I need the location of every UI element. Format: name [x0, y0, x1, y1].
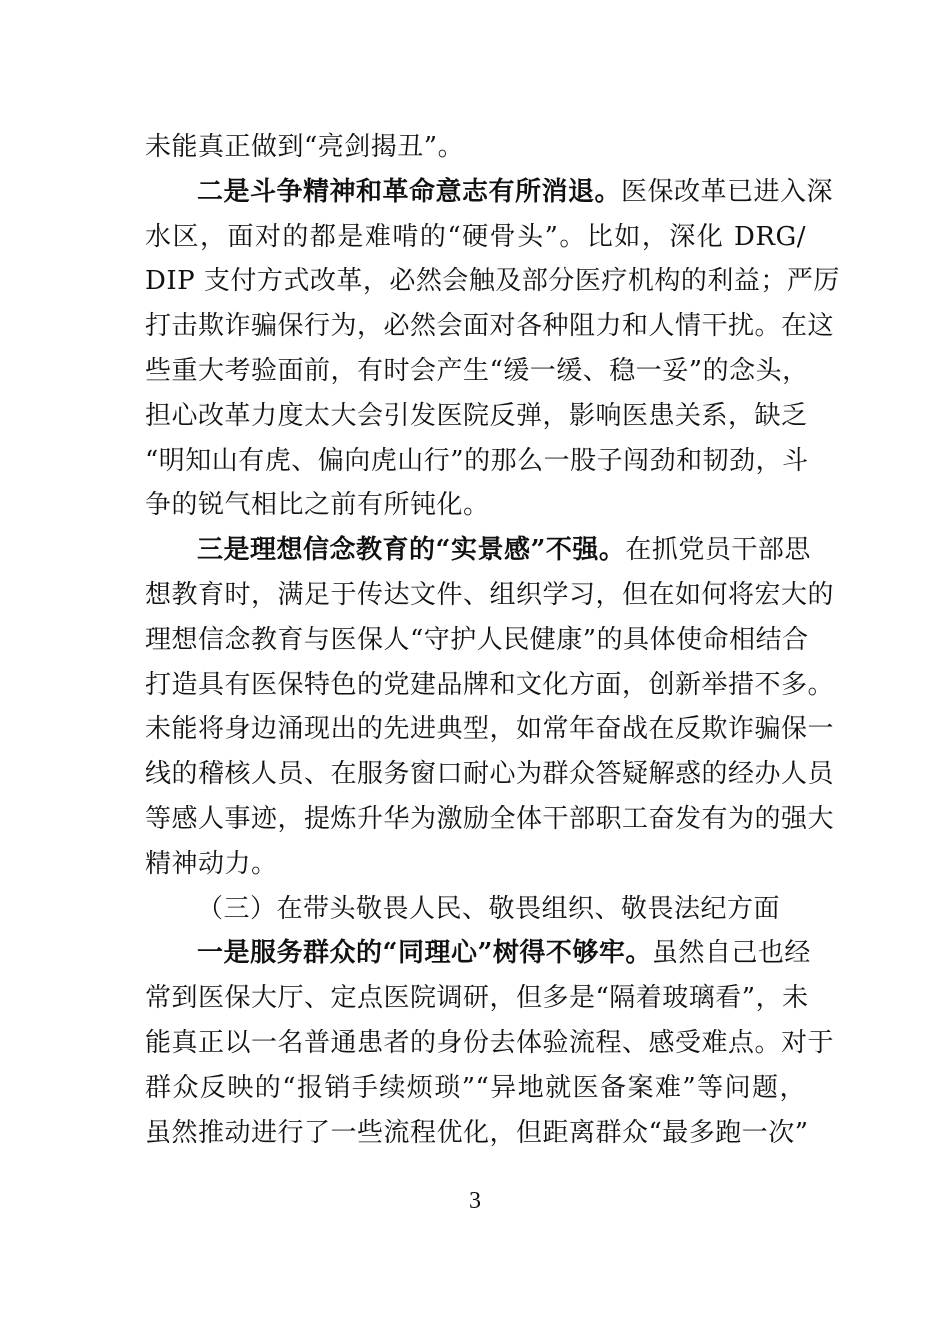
line-text: 些重大考验面前，有时会产生“缓一缓、稳一妥”的念头， — [145, 355, 809, 386]
text-line — [145, 887, 806, 932]
bold-lead-phrase: 三是理想信念教育的“实景感”不强。 — [197, 535, 626, 566]
text-line — [145, 215, 806, 260]
line-text: 常到医保大厅、定点医院调研，但多是“隔着玻璃看”，未 — [145, 983, 809, 1014]
line-text: 未能真正做到“亮剑揭丑”。 — [145, 132, 465, 162]
text-line — [145, 707, 835, 752]
text-line — [145, 439, 809, 484]
text-line — [145, 259, 840, 304]
line-text: 理想信念教育与医保人“守护人民健康”的具体使命相结合 — [145, 624, 809, 655]
text-line — [145, 483, 806, 528]
line-text: 等感人事迹，提炼升华为激励全体干部职工奋发有为的强大 — [145, 803, 835, 834]
text-line — [145, 842, 806, 887]
text-line — [145, 170, 834, 215]
line-text: 群众反映的“报销手续烦琐”“异地就医备案难”等问题， — [145, 1072, 806, 1103]
document-body — [145, 125, 840, 1155]
line-text: 能真正以一名普通患者的身份去体验流程、感受难点。对于 — [145, 1027, 835, 1058]
text-line — [145, 349, 809, 394]
line-text: 虽然自己也经 — [651, 938, 811, 969]
text-line — [145, 528, 811, 573]
text-line — [145, 752, 835, 797]
line-text: 精神动力。 — [145, 848, 278, 879]
text-line — [145, 1021, 835, 1066]
line-text: （三）在带头敬畏人民、敬畏组织、敬畏法纪方面 — [197, 893, 781, 924]
text-line — [145, 663, 835, 708]
line-text: DIP 支付方式改革，必然会触及部分医疗机构的利益；严厉 — [145, 266, 840, 297]
text-line — [145, 125, 806, 170]
text-line — [145, 573, 835, 618]
text-line — [145, 1066, 806, 1111]
line-text: 在抓党员干部思 — [625, 535, 811, 566]
line-text: 医保改革已进入深 — [621, 176, 834, 207]
line-text: 担心改革力度太大会引发医院反弹，影响医患关系，缺乏 — [145, 400, 808, 431]
text-line — [145, 797, 835, 842]
line-text: 打造具有医保特色的党建品牌和文化方面，创新举措不多。 — [145, 669, 835, 700]
text-line — [145, 1111, 809, 1156]
line-text: 打击欺诈骗保行为，必然会面对各种阻力和人情干扰。在这 — [145, 311, 835, 342]
text-line — [145, 304, 835, 349]
line-text: “明知山有虎、偏向虎山行”的那么一股子闯劲和韧劲，斗 — [145, 445, 809, 476]
line-text: 争的锐气相比之前有所钝化。 — [145, 490, 490, 521]
line-text: 想教育时，满足于传达文件、组织学习，但在如何将宏大的 — [145, 579, 835, 610]
text-line — [145, 394, 806, 439]
line-text: 水区，面对的都是难啃的“硬骨头”。比如，深化 DRG/ — [145, 221, 806, 252]
page-number: 3 — [469, 1188, 481, 1214]
text-line — [145, 931, 811, 976]
line-text: 虽然推动进行了一些流程优化，但距离群众“最多跑一次” — [145, 1117, 809, 1148]
line-text: 未能将身边涌现出的先进典型，如常年奋战在反欺诈骗保一 — [145, 714, 835, 745]
line-text: 线的稽核人员、在服务窗口耐心为群众答疑解惑的经办人员 — [145, 759, 835, 790]
bold-lead-phrase: 二是斗争精神和革命意志有所消退。 — [197, 176, 622, 207]
text-line — [145, 618, 809, 663]
text-line — [145, 976, 809, 1021]
bold-lead-phrase: 一是服务群众的“同理心”树得不够牢。 — [197, 938, 652, 969]
